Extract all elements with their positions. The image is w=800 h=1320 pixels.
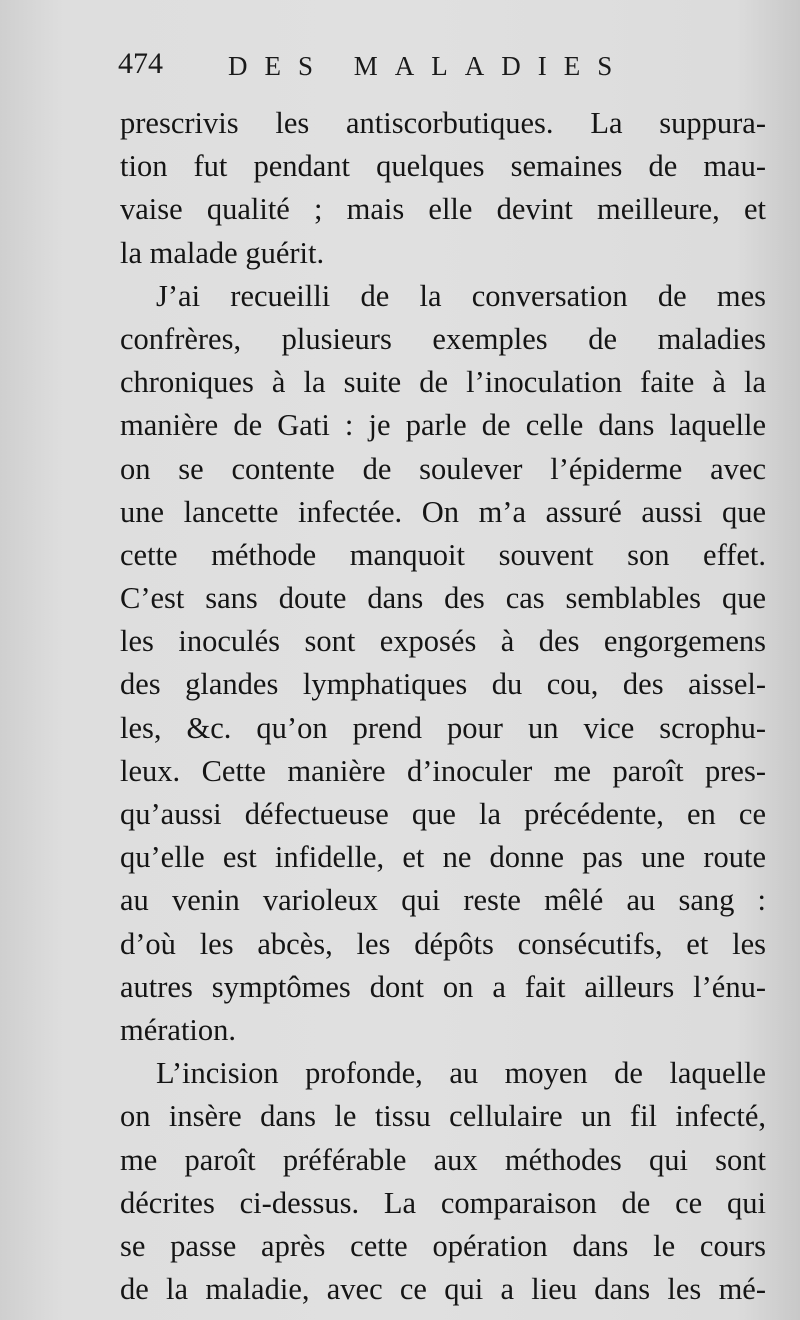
text-line: confrères, plusieurs exemples de maladies [120, 321, 766, 356]
page-number: 474 [118, 47, 163, 80]
text-line: se passe après cette opération dans le cours [120, 1228, 766, 1263]
text-line: prescrivis les antiscorbutiques. La suppura- [120, 106, 766, 140]
text-line: chroniques à la suite de l’inoculation faite à la [120, 365, 766, 400]
text-line: manière de Gati : je parle de celle dans laquelle [120, 408, 766, 443]
text-line: vaise qualité ; mais elle devint meilleure, et [120, 192, 766, 227]
text-line: qu’aussi défectueuse que la précédente, en ce [120, 797, 766, 831]
page-header [118, 44, 758, 94]
text-line: d’où les abcès, les dépôts consécutifs, et les [120, 926, 766, 961]
text-line: de la maladie, avec ce qui a lieu dans les mé- [120, 1272, 766, 1307]
text-line: J’ai recueilli de la conversation de mes [156, 278, 766, 313]
text-line: mération. [120, 1012, 237, 1047]
text-line: me paroît préférable aux méthodes qui sont [120, 1142, 766, 1177]
text-line: on se contente de soulever l’épiderme avec [120, 451, 766, 486]
text-line: qu’elle est infidelle, et ne donne pas une route [120, 840, 766, 875]
text-line: la malade guérit. [120, 235, 325, 270]
text-line: les, &c. qu’on prend pour un vice scrophu- [120, 710, 766, 745]
text-line: des glandes lymphatiques du cou, des aissel- [120, 667, 766, 702]
text-line: décrites ci-dessus. La comparaison de ce qui [120, 1185, 766, 1220]
text-line: autres symptômes dont on a fait ailleurs l’énu- [120, 969, 766, 1004]
text-line: cette méthode manquoit souvent son effet. [120, 537, 766, 572]
text-line: C’est sans doute dans des cas semblables que [120, 581, 766, 616]
text-line: les inoculés sont exposés à des engorgemens [120, 624, 766, 659]
paragraph [120, 102, 766, 275]
body-text [120, 102, 766, 1311]
text-line: tion fut pendant quelques semaines de mau- [120, 149, 766, 184]
running-title: DES MALADIES [228, 51, 630, 81]
paragraph [120, 1052, 766, 1311]
text-line: leux. Cette manière d’inoculer me paroît pres- [120, 753, 766, 788]
paragraph [120, 275, 766, 1052]
text-line: on insère dans le tissu cellulaire un fil infecté, [120, 1099, 766, 1134]
text-line: une lancette infectée. On m’a assuré aussi que [120, 494, 766, 529]
text-line: L’incision profonde, au moyen de laquelle [156, 1056, 766, 1091]
text-line: au venin varioleux qui reste mêlé au sang : [120, 883, 766, 918]
